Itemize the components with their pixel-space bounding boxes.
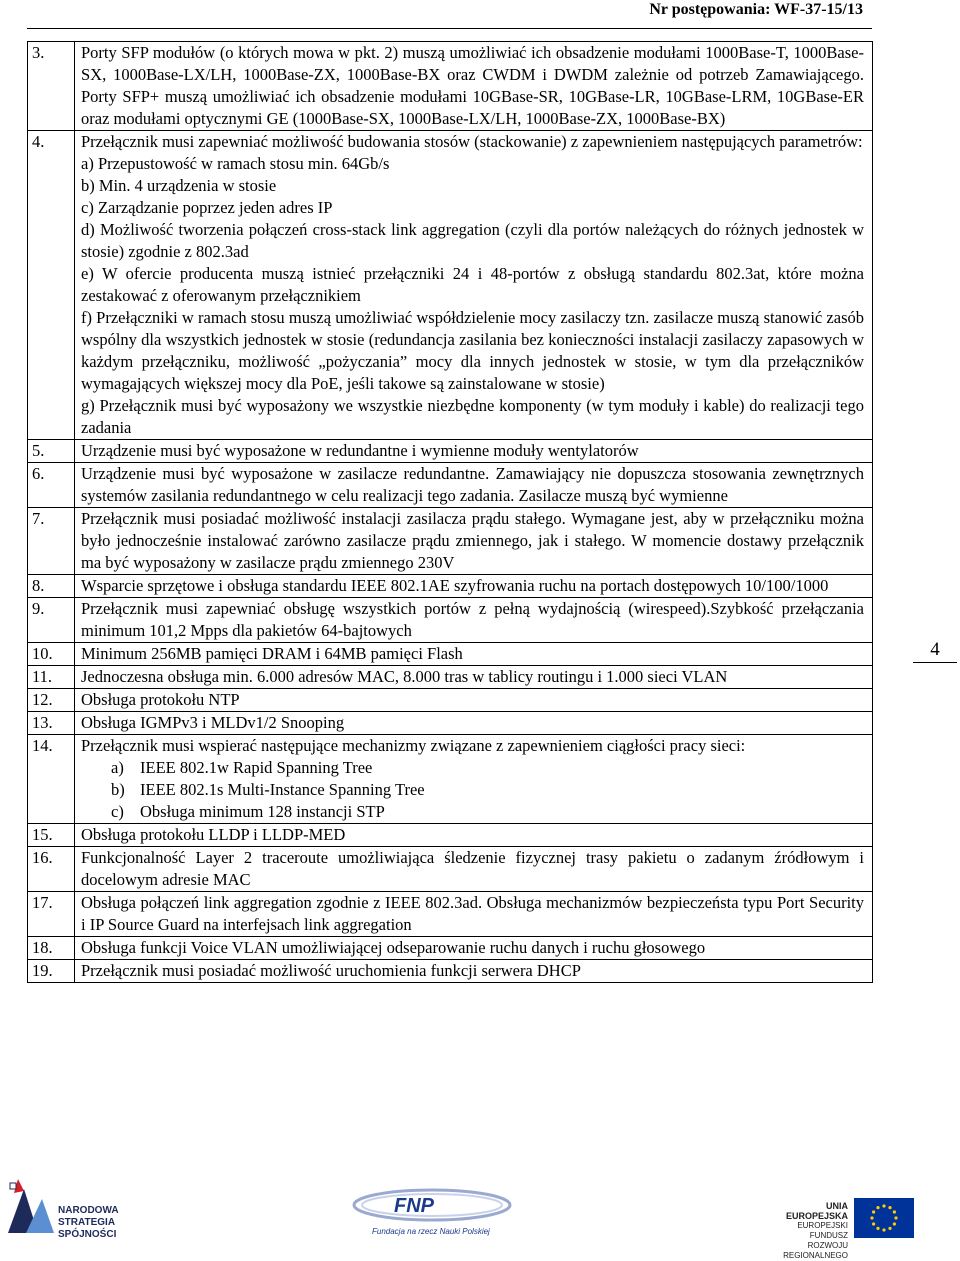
- item-cell: [75, 598, 873, 643]
- item-number: 19.: [28, 960, 75, 983]
- item-text: Przełącznik musi zapewniać obsługę wszystkich portów z pełną wydajnością (wirespeed).Szybkość przełączania minimum 101,2 Mpps dla pakietów 64-bajtowych: [81, 599, 864, 640]
- item-number: 15.: [28, 824, 75, 847]
- item-text: Funkcjonalność Layer 2 traceroute umożliwiająca śledzenie fizycznej trasy pakietu o zadanym źródłowym i docelowym adresie MAC: [81, 848, 864, 889]
- eu-star-icon: [894, 1216, 897, 1219]
- table-row: [28, 892, 873, 937]
- procedure-number: Nr postępowania: WF-37-15/13: [649, 1, 863, 18]
- item-number: 12.: [28, 689, 75, 712]
- table-row: [28, 712, 873, 735]
- item-text: Przełącznik musi wspierać następujące mechanizmy związane z zapewnieniem ciągłości pracy sieci:: [81, 736, 746, 755]
- item-cell: [75, 440, 873, 463]
- item-number: 16.: [28, 847, 75, 892]
- list-marker: b): [111, 780, 125, 799]
- ns-logo-line1: NARODOWA: [58, 1205, 119, 1216]
- item-text: Obsługa funkcji Voice VLAN umożliwiającej odseparowanie ruchu danych i ruchu głosowego: [81, 938, 706, 957]
- item-number: 11.: [28, 666, 75, 689]
- item-cell: [75, 735, 873, 824]
- list-marker: a): [111, 758, 124, 777]
- item-number: 13.: [28, 712, 75, 735]
- item-cell: [75, 575, 873, 598]
- item-number: 14.: [28, 735, 75, 824]
- table-row: [28, 598, 873, 643]
- eu-star-icon: [882, 1204, 885, 1207]
- table-row: [28, 735, 873, 824]
- list-item: [111, 801, 864, 823]
- item-text: Przełącznik musi posiadać możliwość uruchomienia funkcji serwera DHCP: [81, 961, 581, 980]
- sub-requirement: b) Min. 4 urządzenia w stosie: [81, 176, 277, 195]
- table-row: [28, 847, 873, 892]
- table-row: [28, 463, 873, 508]
- requirements-table: [27, 41, 873, 983]
- item-text: Jednoczesna obsługa min. 6.000 adresów MAC, 8.000 tras w tablicy routingu i 1.000 sieci VLAN: [81, 667, 728, 686]
- list-item: [111, 779, 864, 801]
- item-cell: [75, 712, 873, 735]
- table-row: [28, 937, 873, 960]
- item-number: 5.: [28, 440, 75, 463]
- eu-star-icon: [870, 1216, 873, 1219]
- list-marker: c): [111, 802, 124, 821]
- item-text: Minimum 256MB pamięci DRAM i 64MB pamięci Flash: [81, 644, 463, 663]
- fnp-logo-tagline: Fundacja na rzecz Nauki Polskiej: [372, 1227, 490, 1236]
- page-number: 4: [913, 638, 957, 663]
- fnp-logo: [352, 1187, 532, 1245]
- table-row: [28, 440, 873, 463]
- mechanism-list: [81, 757, 864, 823]
- footer-logos: [0, 1165, 960, 1260]
- item-text: Obsługa protokołu LLDP i LLDP-MED: [81, 825, 346, 844]
- item-cell: [75, 508, 873, 575]
- list-item-text: IEEE 802.1s Multi-Instance Spanning Tree: [140, 780, 425, 799]
- item-number: 9.: [28, 598, 75, 643]
- item-text: Przełącznik musi posiadać możliwość instalacji zasilacza prądu stałego. Wymagane jest, aby w przełączniku można było jednocześnie instalować zarówno zasilacze prądu zmiennego, jak i stałego. W momencie dostawy przełącznik ma być wyposażony w zasilacze prądu zmiennego 230V: [81, 509, 864, 572]
- list-item-text: IEEE 802.1w Rapid Spanning Tree: [140, 758, 373, 777]
- eu-star-icon: [893, 1222, 896, 1225]
- table-row: [28, 508, 873, 575]
- eu-star-icon: [893, 1210, 896, 1213]
- eu-star-icon: [876, 1227, 879, 1230]
- item-text: Porty SFP modułów (o których mowa w pkt. 2) muszą umożliwiać ich obsadzenie modułami 1000Base-T, 1000Base-SX, 1000Base-LX/LH, 1000Base-ZX, 1000Base-BX oraz CWDM i DWDM zależnie od potrzeb Zamawiającego. Porty SFP+ muszą umożliwiać ich obsadzenie modułami 10GBase-SR, 10GBase-LR, 10GBase-LRM, 10GBase-ER oraz modułami optycznymi GE (1000Base-SX, 1000Base-LX/LH, 1000Base-ZX, 1000Base-BX): [81, 43, 864, 128]
- table-row: [28, 575, 873, 598]
- ns-logo-line2: STRATEGIA SPÓJNOŚCI: [58, 1217, 117, 1240]
- item-cell: [75, 689, 873, 712]
- sub-requirement: g) Przełącznik musi być wyposażony we wszystkie niezbędne komponenty (w tym moduły i kable) do realizacji tego zadania: [81, 396, 864, 437]
- fnp-logo-name: FNP: [394, 1195, 434, 1217]
- item-number: 6.: [28, 463, 75, 508]
- item-cell: [75, 892, 873, 937]
- item-cell: [75, 463, 873, 508]
- item-number: 7.: [28, 508, 75, 575]
- header-divider: [27, 28, 872, 29]
- eu-fund-logo: [768, 1187, 948, 1260]
- sub-requirement: f) Przełączniki w ramach stosu muszą umożliwiać współdzielenie mocy zasilaczy tzn. zasilacze muszą stanowić zasób wspólny dla wszystkich jednostek w stosie (redundancja zasilania bez konieczności instalacji zasilaczy zapasowych w każdym przełączniku, możliwość „pożyczania” mocy dla innych jednostek w stosie, w tym dla przełączników wymagających większej mocy dla PoE, jeśli takowe są zainstalowane w stosie): [81, 308, 864, 393]
- item-text: Wsparcie sprzętowe i obsługa standardu IEEE 802.1AE szyfrowania ruchu na portach dostępowych 10/100/1000: [81, 576, 829, 595]
- table-row: [28, 960, 873, 983]
- table-row: [28, 131, 873, 440]
- item-text: Urządzenie musi być wyposażone w zasilacze redundantne. Zamawiający nie dopuszcza stosowania zewnętrznych systemów zasilania redundantnego w celu realizacji tego zadania. Zasilacze muszą być wymienne: [81, 464, 864, 505]
- ns-emblem-icon: [4, 1175, 56, 1235]
- table-row: [28, 42, 873, 131]
- item-text: Przełącznik musi zapewniać możliwość budowania stosów (stackowanie) z zapewnieniem następujących parametrów:: [81, 132, 863, 151]
- item-number: 4.: [28, 131, 75, 440]
- narodowa-strategia-spojnosci-logo: [4, 1175, 164, 1240]
- fnp-swoosh-icon: [352, 1187, 532, 1227]
- eu-logo-line2: EUROPEJSKI FUNDUSZ: [797, 1221, 848, 1240]
- item-cell: [75, 42, 873, 131]
- eu-star-icon: [888, 1206, 891, 1209]
- item-number: 17.: [28, 892, 75, 937]
- item-text: Urządzenie musi być wyposażone w redundantne i wymienne moduły wentylatorów: [81, 441, 639, 460]
- table-row: [28, 824, 873, 847]
- item-cell: [75, 824, 873, 847]
- eu-logo-line1: UNIA EUROPEJSKA: [785, 1201, 848, 1221]
- list-item: [111, 757, 864, 779]
- table-row: [28, 666, 873, 689]
- item-cell: [75, 847, 873, 892]
- table-row: [28, 689, 873, 712]
- sub-requirement: c) Zarządzanie poprzez jeden adres IP: [81, 198, 333, 217]
- sub-requirement: e) W ofercie producenta muszą istnieć przełączniki 24 i 48-portów z obsługą standardu 802.3at, które można zestakować z oferowanym przełącznikiem: [81, 264, 864, 305]
- eu-star-icon: [888, 1227, 891, 1230]
- item-cell: [75, 643, 873, 666]
- item-cell: [75, 131, 873, 440]
- eu-star-icon: [872, 1210, 875, 1213]
- eu-flag-icon: [854, 1198, 914, 1238]
- item-text: Obsługa IGMPv3 i MLDv1/2 Snooping: [81, 713, 345, 732]
- eu-logo-line3: ROZWOJU REGIONALNEGO: [783, 1241, 848, 1260]
- sub-requirement: a) Przepustowość w ramach stosu min. 64Gb/s: [81, 154, 390, 173]
- sub-requirement: d) Możliwość tworzenia połączeń cross-stack link aggregation (czyli dla portów należących do różnych jednostek w stosie) zgodnie z 802.3ad: [81, 220, 864, 261]
- table-row: [28, 643, 873, 666]
- item-text: Obsługa protokołu NTP: [81, 690, 240, 709]
- eu-star-icon: [876, 1206, 879, 1209]
- item-number: 18.: [28, 937, 75, 960]
- item-number: 10.: [28, 643, 75, 666]
- eu-star-icon: [872, 1222, 875, 1225]
- item-number: 8.: [28, 575, 75, 598]
- item-cell: [75, 960, 873, 983]
- item-cell: [75, 666, 873, 689]
- item-number: 3.: [28, 42, 75, 131]
- list-item-text: Obsługa minimum 128 instancji STP: [140, 802, 385, 821]
- item-text: Obsługa połączeń link aggregation zgodnie z IEEE 802.3ad. Obsługa mechanizmów bezpieczeństa typu Port Security i IP Source Guard na interfejsach link aggregation: [81, 893, 864, 934]
- item-cell: [75, 937, 873, 960]
- eu-star-icon: [882, 1228, 885, 1231]
